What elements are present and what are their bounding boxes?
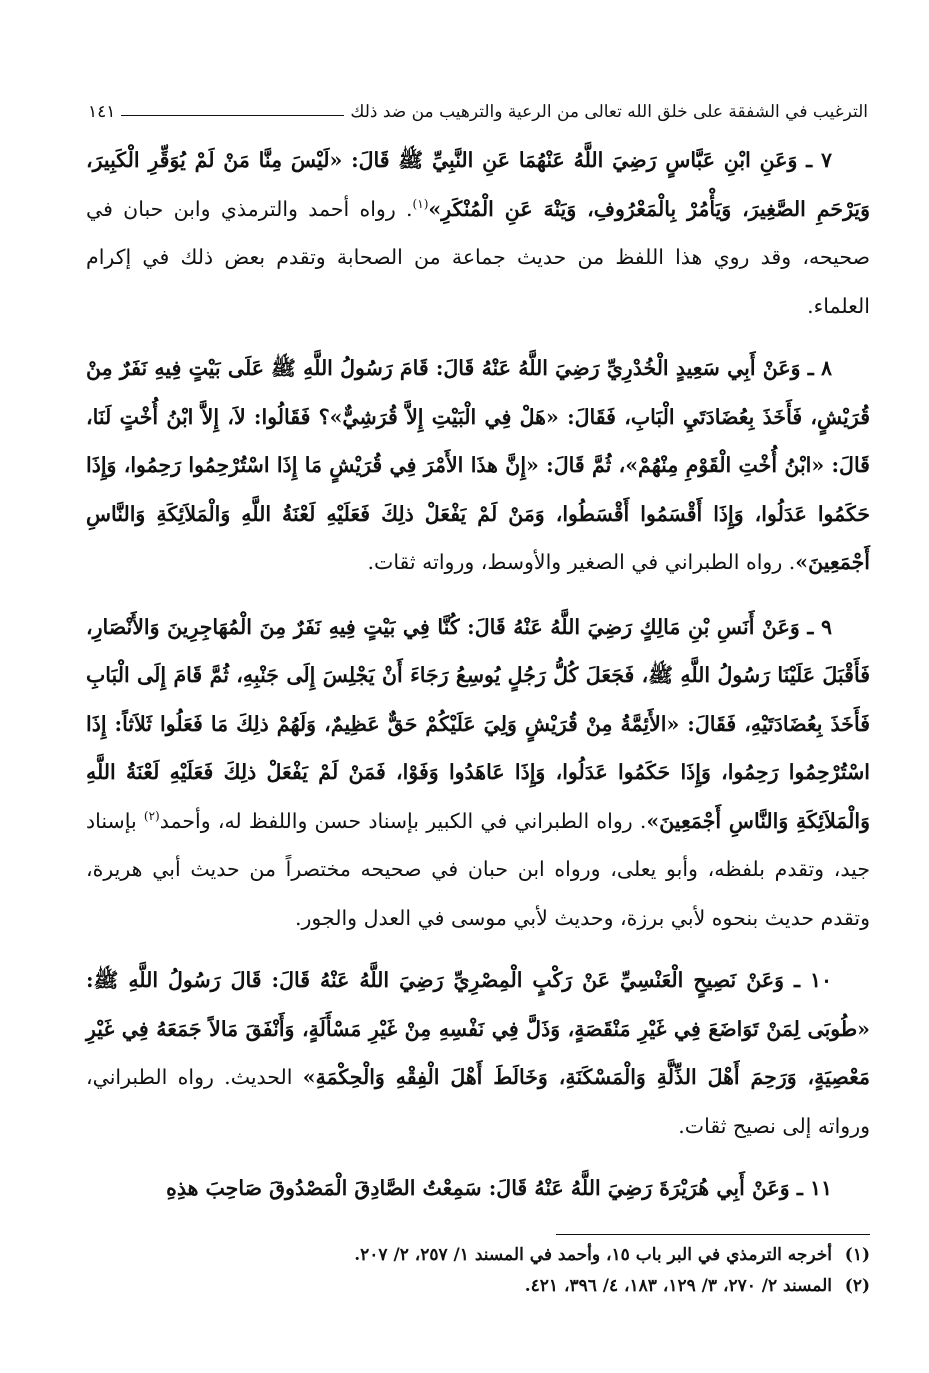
footnotes xyxy=(160,1240,870,1302)
footnote-text: المسند ٢/ ٢٧٠، ٣/ ١٢٩، ١٨٣، ٤/ ٣٩٦، ٤٢١. xyxy=(524,1276,832,1296)
commentary-text: بإسناد جيد، وتقدم بلفظه، وأبو يعلى، ورواه ابن حبان في صحيحه مختصراً من حديث أبي هريرة، وتقدم حديث بنحوه لأبي برزة، وحديث لأبي موسى في العدل والجور. xyxy=(86,808,870,930)
hadith-text: ٩ ـ وَعَنْ أَنَسِ بْنِ مَالِكٍ رَضِيَ اللَّهُ عَنْهُ قَالَ: كُنَّا فِي بَيْتٍ فِيهِ نَفَرٌ مِنَ الْمُهَاجِرِينَ وَالأَنْصَارِ، فَأَقْبَلَ عَلَيْنَا رَسُولُ اللَّهِ ﷺ، فَجَعَلَ كُلُّ رَجُلٍ يُوسِعُ رَجَاءَ أَنْ يَجْلِسَ إِلَى جَنْبِهِ، ثُمَّ قَامَ إِلَى الْبَابِ فَأَخَذَ بِعُضَادَتَيْهِ، فَقَالَ: «الأَئِمَّةُ مِنْ قُرَيْشٍ وَلِيَ عَلَيْكُمْ حَقٌّ عَظِيمٌ، وَلَهُمْ ذلِكَ مَا فَعَلُوا ثَلاَثاً: إِذَا اسْتُرْحِمُوا رَحِمُوا، وَإِذَا حَكَمُوا عَدَلُوا، وَإِذَا عَاهَدُوا وَفَوْا، فَمَنْ لَمْ يَفْعَلْ ذلِكَ فَعَلَيْهِ لَعْنَةُ اللَّهِ وَالْمَلاَئِكَةِ وَالنَّاسِ أَجْمَعِينَ» xyxy=(86,614,871,833)
running-header xyxy=(88,88,868,122)
hadith-7 xyxy=(86,136,870,330)
hadith-text: ٧ ـ وَعَنِ ابْنِ عَبَّاسٍ رَضِيَ اللَّهُ عَنْهُمَا عَنِ النَّبِيِّ ﷺ قَالَ: «لَيْسَ مِنَّا مَنْ لَمْ يُوَقِّرِ الْكَبِيرَ، وَيَرْحَمِ الصَّغِيرَ، وَيَأْمُرْ بِالْمَعْرُوفِ، وَيَنْهَ عَنِ الْمُنْكَرِ» xyxy=(86,148,870,221)
footnote-ref-1: (١) xyxy=(412,196,429,211)
footnote-divider xyxy=(556,1234,870,1235)
hadith-text: ١٠ ـ وَعَنْ نَصِيحٍ الْعَنْسِيِّ عَنْ رَكْبٍ الْمِصْرِيِّ رَضِيَ اللَّهُ عَنْهُ قَالَ: قَالَ رَسُولُ اللَّهِ ﷺ: «طُوبَى لِمَنْ تَوَاضَعَ فِي غَيْرِ مَنْقَصَةٍ، وَذَلَّ فِي نَفْسِهِ مِنْ غَيْرِ مَسْأَلَةٍ، وَأَنْفَقَ مَالاً جَمَعَهُ فِي غَيْرِ مَعْصِيَةٍ، وَرَحِمَ أَهْلَ الذِّلَّةِ وَالْمَسْكَنَةِ، وَخَالَطَ أَهْلَ الْفِقْهِ وَالْحِكْمَةِ» xyxy=(86,968,871,1089)
hadith-9 xyxy=(86,603,870,943)
hadith-11 xyxy=(86,1164,870,1213)
footnote-number: (١) xyxy=(844,1245,870,1265)
header-rule xyxy=(121,115,344,116)
footnote-number: (٢) xyxy=(844,1276,870,1296)
footnote-ref-2: (٢) xyxy=(143,808,160,823)
footnote-2 xyxy=(160,1271,870,1302)
footnote-1 xyxy=(160,1240,870,1271)
commentary-text: . رواه أحمد والترمذي وابن حبان في صحيحه، وقد روي هذا اللفظ من حديث جماعة من الصحابة وتقدم بعض ذلك في إكرام العلماء. xyxy=(86,196,870,318)
commentary-text: . رواه الطبراني في الصغير والأوسط، ورواته ثقات. xyxy=(367,550,796,574)
main-text xyxy=(86,136,870,1213)
header-title: الترغيب في الشفقة على خلق الله تعالى من الرعية والترهيب من ضد ذلك xyxy=(350,102,868,122)
footnote-text: أخرجه الترمذي في البر باب ١٥، وأحمد في المسند ١/ ٢٥٧، ٢/ ٢٠٧. xyxy=(354,1245,832,1265)
commentary-text: الحديث. رواه الطبراني، ورواته إلى نصيح ثقات. xyxy=(86,1065,870,1138)
hadith-8 xyxy=(86,344,870,587)
hadith-10 xyxy=(86,956,870,1150)
commentary-text: . رواه الطبراني في الكبير بإسناد حسن واللفظ له، وأحمد xyxy=(159,808,647,833)
hadith-text: ١١ ـ وَعَنْ أَبِي هُرَيْرَةَ رَضِيَ اللَّهُ عَنْهُ قَالَ: سَمِعْتُ الصَّادِقَ الْمَصْدُوقَ صَاحِبَ هذِهِ xyxy=(166,1176,832,1200)
hadith-text: ٨ ـ وَعَنْ أَبِي سَعِيدٍ الْخُدْرِيِّ رَضِيَ اللَّهُ عَنْهُ قَالَ: قَامَ رَسُولُ اللَّهِ ﷺ عَلَى بَيْتٍ فِيهِ نَفَرٌ مِنْ قُرَيْشٍ، فَأَخَذَ بِعُضَادَتَيِ الْبَابِ، فَقَالَ: «هَلْ فِي الْبَيْتِ إِلاَّ قُرَشِيٌّ»؟ فَقَالُوا: لاَ، إِلاَّ ابْنُ أُخْتٍ لَنَا، قَالَ: «ابْنُ أُخْتِ الْقَوْمِ مِنْهُمْ»، ثُمَّ قَالَ: «إِنَّ هذَا الأَمْرَ فِي قُرَيْشٍ مَا إِذَا اسْتُرْحِمُوا رَحِمُوا، وَإِذَا حَكَمُوا عَدَلُوا، وَإِذَا أَقْسَمُوا أَقْسَطُوا، وَمَنْ لَمْ يَفْعَلْ ذلِكَ فَعَلَيْهِ لَعْنَةُ اللَّهِ وَالْمَلاَئِكَةِ وَالنَّاسِ أَجْمَعِينَ» xyxy=(86,356,870,574)
page-number: ١٤١ xyxy=(88,102,116,122)
